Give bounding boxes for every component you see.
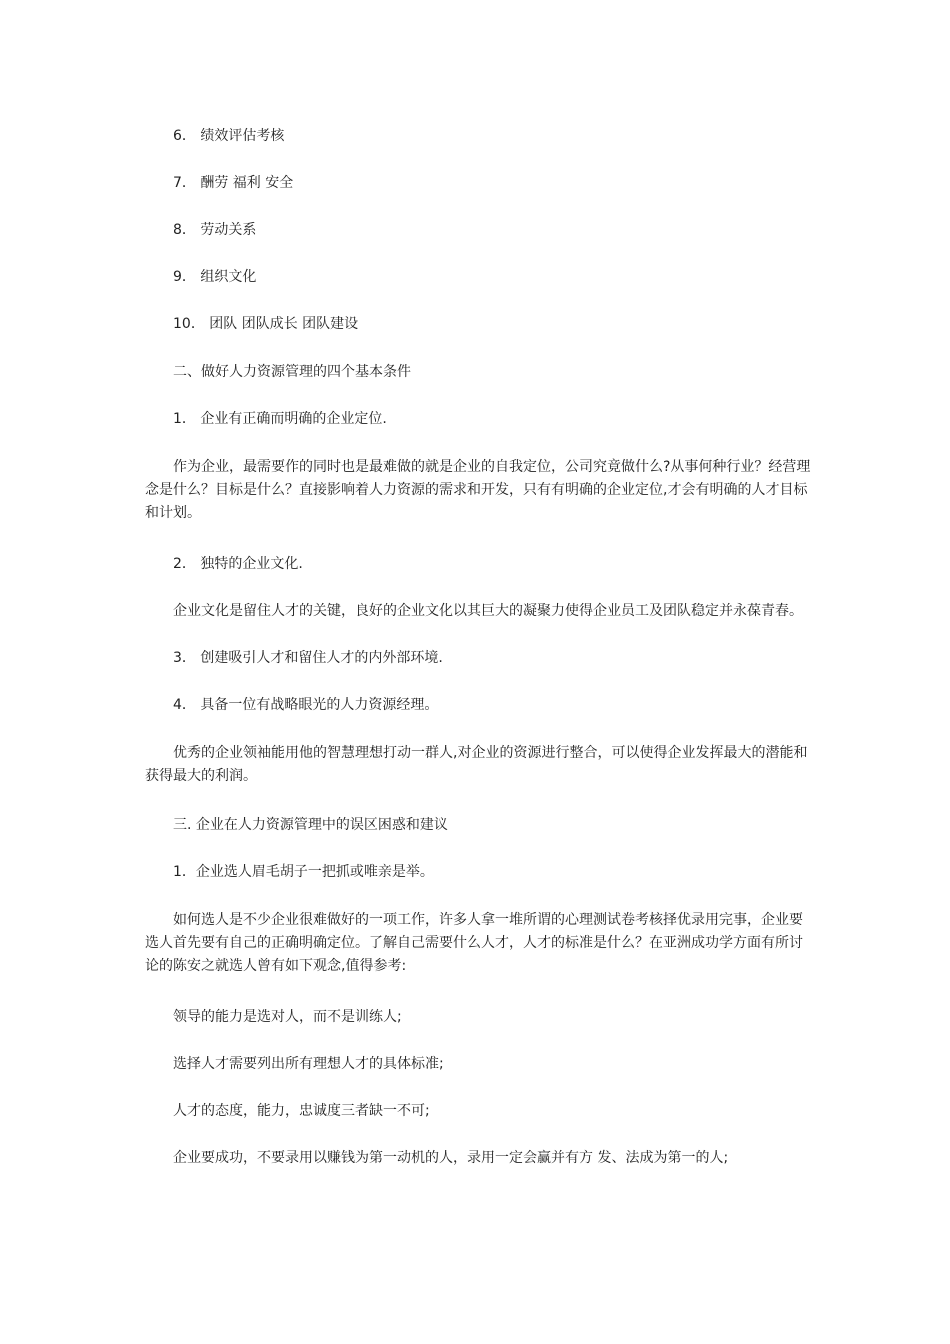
condition-3-heading: 3． 创建吸引人才和留住人才的内外部环境.	[173, 650, 443, 666]
mistake-1-body: 如何选人是不少企业很难做好的一项工作，许多人拿一堆所谓的心理测试卷考核择优录用完事，企业要选人首先要有自己的正确明确定位。了解自己需要什么人才，人才的标准是什么？在亚洲成功学方面有所讨论的陈安之就选人曾有如下观念,值得参考:	[145, 912, 803, 974]
list-item-9: 9． 组织文化	[173, 269, 257, 285]
condition-2-heading: 2． 独特的企业文化.	[173, 556, 303, 572]
list-item-10: 10． 团队 团队成长 团队建设	[173, 316, 359, 332]
viewpoint-4: 企业要成功，不要录用以赚钱为第一动机的人，录用一定会赢并有方 发、法成为第一的人;	[173, 1150, 729, 1166]
list-item-6: 6． 绩效评估考核	[173, 128, 285, 144]
condition-1-heading: 1． 企业有正确而明确的企业定位.	[173, 411, 387, 427]
mistake-1-heading: 1．企业选人眉毛胡子一把抓或唯亲是举。	[173, 864, 434, 880]
condition-2-body: 企业文化是留住人才的关键，良好的企业文化以其巨大的凝聚力使得企业员工及团队稳定并永葆青春。	[173, 603, 803, 619]
condition-4-heading: 4． 具备一位有战略眼光的人力资源经理。	[173, 697, 439, 713]
viewpoint-1: 领导的能力是选对人，而不是训练人;	[173, 1009, 402, 1025]
condition-4-body: 优秀的企业领袖能用他的智慧理想打动一群人,对企业的资源进行整合，可以使得企业发挥最大的潜能和获得最大的利润。	[145, 745, 808, 784]
condition-1-body: 作为企业，最需要作的同时也是最难做的就是企业的自我定位，公司究竟做什么?从事何种行业？经营理念是什么？目标是什么？直接影响着人力资源的需求和开发，只有有明确的企业定位,才会有明确的人才目标和计划。	[145, 459, 811, 521]
section-heading-3: 三. 企业在人力资源管理中的误区困惑和建议	[173, 817, 448, 833]
viewpoint-2: 选择人才需要列出所有理想人才的具体标准;	[173, 1056, 444, 1072]
list-item-7: 7． 酬劳 福利 安全	[173, 175, 294, 191]
viewpoint-3: 人才的态度，能力，忠诚度三者缺一不可;	[173, 1103, 430, 1119]
list-item-8: 8． 劳动关系	[173, 222, 257, 238]
section-heading-2: 二、做好人力资源管理的四个基本条件	[173, 364, 411, 380]
